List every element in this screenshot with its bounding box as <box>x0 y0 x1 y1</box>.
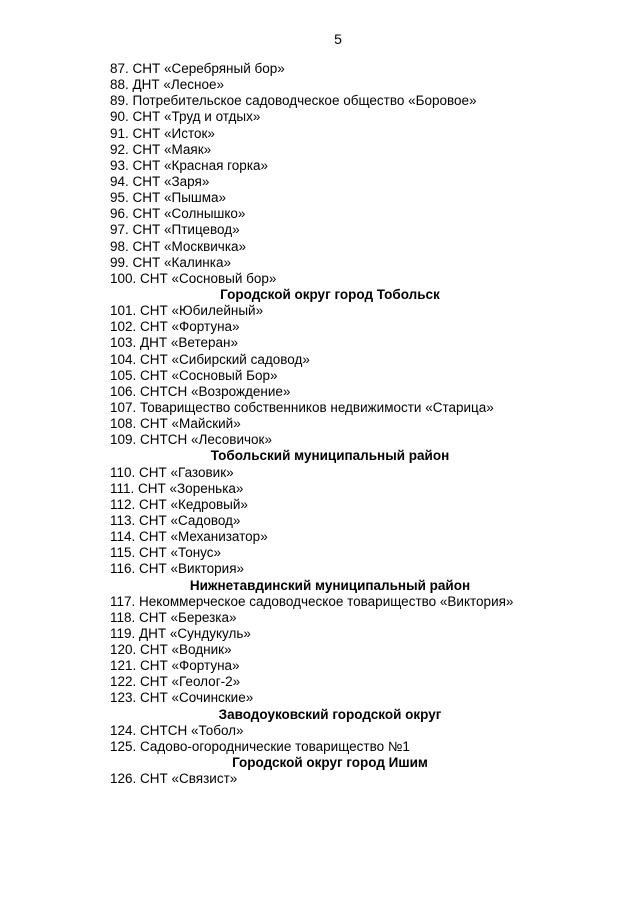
list-item: 91. СНТ «Исток» <box>110 125 215 141</box>
list-item: 109. СНТСН «Лесовичок» <box>110 432 272 448</box>
list-item: 97. СНТ «Птицевод» <box>110 222 240 238</box>
list-item: 123. СНТ «Сочинские» <box>110 690 254 706</box>
page-number: 5 <box>334 31 342 47</box>
list-item: 89. Потребительское садоводческое общество «Боровое» <box>110 93 477 109</box>
list-item: 125. Садово-огороднические товарищество №1 <box>110 738 410 754</box>
list-item: 107. Товарищество собственников недвижимости «Старица» <box>110 399 494 415</box>
document-list <box>110 61 550 787</box>
list-item: 95. СНТ «Пышма» <box>110 190 227 206</box>
list-item: 100. СНТ «Сосновый бор» <box>110 270 277 286</box>
list-item: 93. СНТ «Красная горка» <box>110 157 269 173</box>
list-item: 111. СНТ «Зоренька» <box>110 480 244 496</box>
list-item: 104. СНТ «Сибирский садовод» <box>110 351 310 367</box>
section-heading: Нижнетавдинский муниципальный район <box>189 577 471 593</box>
list-item: 126. СНТ «Связист» <box>110 771 238 787</box>
list-item: 117. Некоммерческое садоводческое товарищество «Виктория» <box>110 593 514 609</box>
list-item: 102. СНТ «Фортуна» <box>110 319 240 335</box>
list-item: 121. СНТ «Фортуна» <box>110 658 240 674</box>
section-heading: Городской округ город Тобольск <box>220 286 440 302</box>
list-item: 122. СНТ «Геолог-2» <box>110 674 241 690</box>
list-item: 118. СНТ «Березка» <box>110 609 237 625</box>
list-item: 88. ДНТ «Лесное» <box>110 77 225 93</box>
list-item: 115. СНТ «Тонус» <box>110 545 222 561</box>
list-item: 120. СНТ «Водник» <box>110 642 232 658</box>
list-item: 108. СНТ «Майский» <box>110 416 241 432</box>
list-item: 90. СНТ «Труд и отдых» <box>110 109 261 125</box>
list-item: 105. СНТ «Сосновый Бор» <box>110 367 278 383</box>
list-item: 103. ДНТ «Ветеран» <box>110 335 239 351</box>
list-item: 92. СНТ «Маяк» <box>110 141 212 157</box>
section-heading: Городской округ город Ишим <box>232 755 428 771</box>
section-heading: Тобольский муниципальный район <box>210 448 450 464</box>
list-item: 99. СНТ «Калинка» <box>110 254 231 270</box>
list-item: 101. СНТ «Юбилейный» <box>110 303 264 319</box>
list-item: 106. СНТСН «Возрождение» <box>110 383 291 399</box>
section-heading: Заводоуковский городской округ <box>218 706 442 722</box>
list-item: 87. СНТ «Серебряный бор» <box>110 61 285 76</box>
list-item: 96. СНТ «Солнышко» <box>110 206 246 222</box>
list-item: 98. СНТ «Москвичка» <box>110 238 247 254</box>
list-item: 119. ДНТ «Сундукуль» <box>110 625 251 641</box>
list-item: 112. СНТ «Кедровый» <box>110 496 248 512</box>
list-item: 116. СНТ «Виктория» <box>110 561 245 577</box>
list-item: 94. СНТ «Заря» <box>110 173 210 189</box>
list-item: 124. СНТСН «Тобол» <box>110 722 244 738</box>
list-item: 114. СНТ «Механизатор» <box>110 529 268 545</box>
list-item: 110. СНТ «Газовик» <box>110 464 234 480</box>
list-item: 113. СНТ «Садовод» <box>110 512 241 528</box>
